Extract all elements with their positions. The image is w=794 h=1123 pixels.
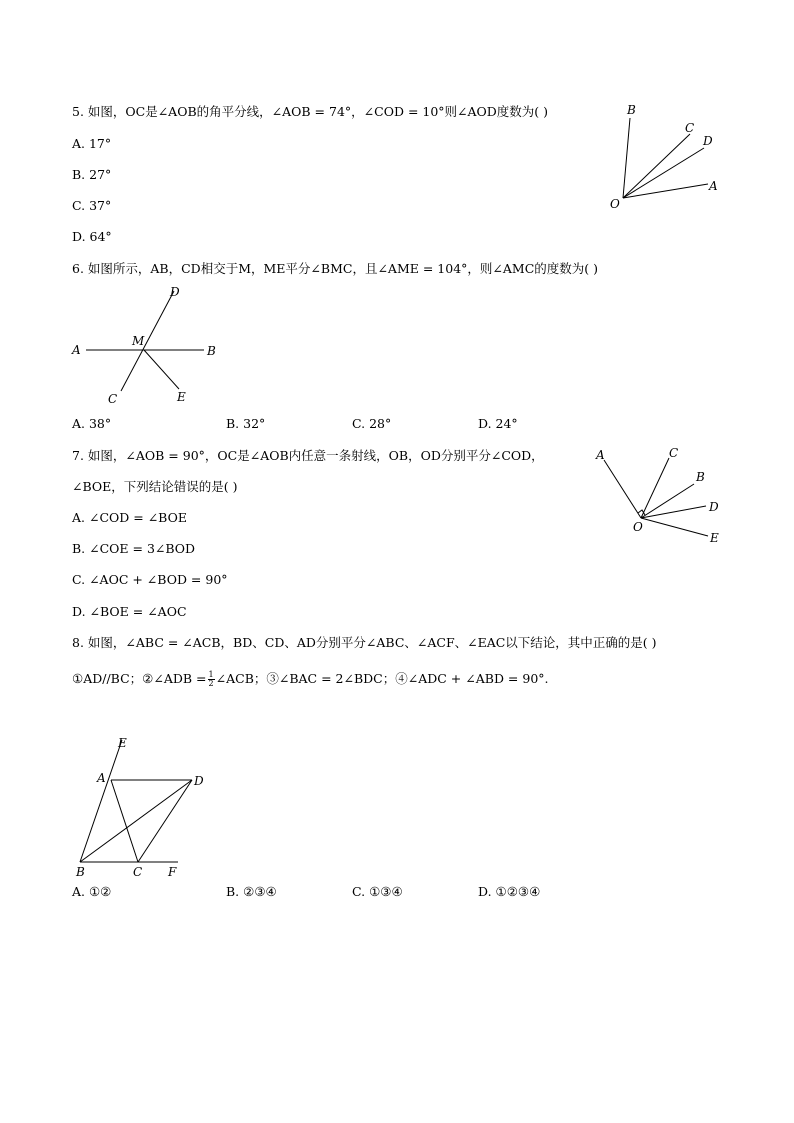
q5-label-o: O <box>610 197 620 211</box>
q6-label-a: A <box>72 343 81 357</box>
q7-option-d[interactable]: D. ∠BOE = ∠AOC <box>72 604 187 619</box>
q8-conclusions-post: ∠ACB；③∠BAC = 2∠BDC；④∠ADC + ∠ABD = 90°. <box>215 671 549 686</box>
q8-option-b[interactable]: B. ②③④ <box>226 884 277 899</box>
q8-label-b: B <box>76 865 85 879</box>
q6-option-c[interactable]: C. 28° <box>352 416 392 431</box>
q8-triangle-figure <box>70 730 220 880</box>
q5-option-c[interactable]: C. 37° <box>72 198 112 213</box>
q6-label-e: E <box>177 390 186 404</box>
q7-rays-figure <box>588 440 738 545</box>
q7-label-d: D <box>709 500 719 514</box>
q7-stem-line2: ∠BOE，下列结论错误的是( ) <box>72 479 238 494</box>
q6-intersecting-lines-figure <box>66 283 236 408</box>
q6-stem: 6. 如图所示，AB，CD相交于M，ME平分∠BMC，且∠AME = 104°，则∠AMC的度数为( ) <box>72 261 598 276</box>
q7-stem-line1: 7. 如图，∠AOB = 90°，OC是∠AOB内任意一条射线，OB，OD分别平分∠COD， <box>72 448 544 463</box>
q7-option-b[interactable]: B. ∠COE = 3∠BOD <box>72 541 196 556</box>
q5-option-d[interactable]: D. 64° <box>72 229 112 244</box>
q8-fraction-numerator: 1 <box>208 670 214 679</box>
q5-label-a: A <box>709 179 718 193</box>
q5-label-d: D <box>703 134 713 148</box>
q8-label-d: D <box>194 774 204 788</box>
q5-label-b: B <box>627 103 636 117</box>
q8-option-c[interactable]: C. ①③④ <box>352 884 403 899</box>
q8-fraction <box>208 671 215 688</box>
q8-label-a: A <box>97 771 106 785</box>
q7-label-b: B <box>696 470 705 484</box>
q6-option-a[interactable]: A. 38° <box>72 416 112 431</box>
q7-option-a[interactable]: A. ∠COD = ∠BOE <box>72 510 187 525</box>
q6-label-c: C <box>108 392 118 406</box>
q5-option-a[interactable]: A. 17° <box>72 136 112 151</box>
q8-label-f: F <box>168 865 177 879</box>
q8-fraction-denominator: 2 <box>208 679 214 688</box>
q8-label-c: C <box>133 865 143 879</box>
q5-stem: 5. 如图，OC是∠AOB的角平分线，∠AOB = 74°，∠COD = 10°则∠AOD度数为( ) <box>72 104 549 119</box>
q7-option-c[interactable]: C. ∠AOC + ∠BOD = 90° <box>72 572 228 587</box>
q5-option-b[interactable]: B. 27° <box>72 167 112 182</box>
q7-label-c: C <box>669 446 679 460</box>
q8-conclusions-pre: ①AD//BC；②∠ADB = <box>72 671 207 686</box>
q8-stem: 8. 如图，∠ABC = ∠ACB，BD、CD、AD分别平分∠ABC、∠ACF、∠EAC以下结论，其中正确的是( ) <box>72 635 657 650</box>
q5-label-c: C <box>685 121 695 135</box>
q8-option-d[interactable]: D. ①②③④ <box>478 884 541 899</box>
q8-conclusions <box>72 671 549 688</box>
q6-option-d[interactable]: D. 24° <box>478 416 518 431</box>
q6-option-b[interactable]: B. 32° <box>226 416 266 431</box>
q8-label-e: E <box>118 736 127 750</box>
q6-label-m: M <box>132 334 145 348</box>
q7-label-o: O <box>633 520 643 534</box>
q6-label-d: D <box>170 285 180 299</box>
q8-option-a[interactable]: A. ①② <box>72 884 112 899</box>
q7-label-e: E <box>710 531 719 545</box>
q5-angle-figure <box>600 96 740 216</box>
q6-label-b: B <box>207 344 216 358</box>
q7-label-a: A <box>596 448 605 462</box>
